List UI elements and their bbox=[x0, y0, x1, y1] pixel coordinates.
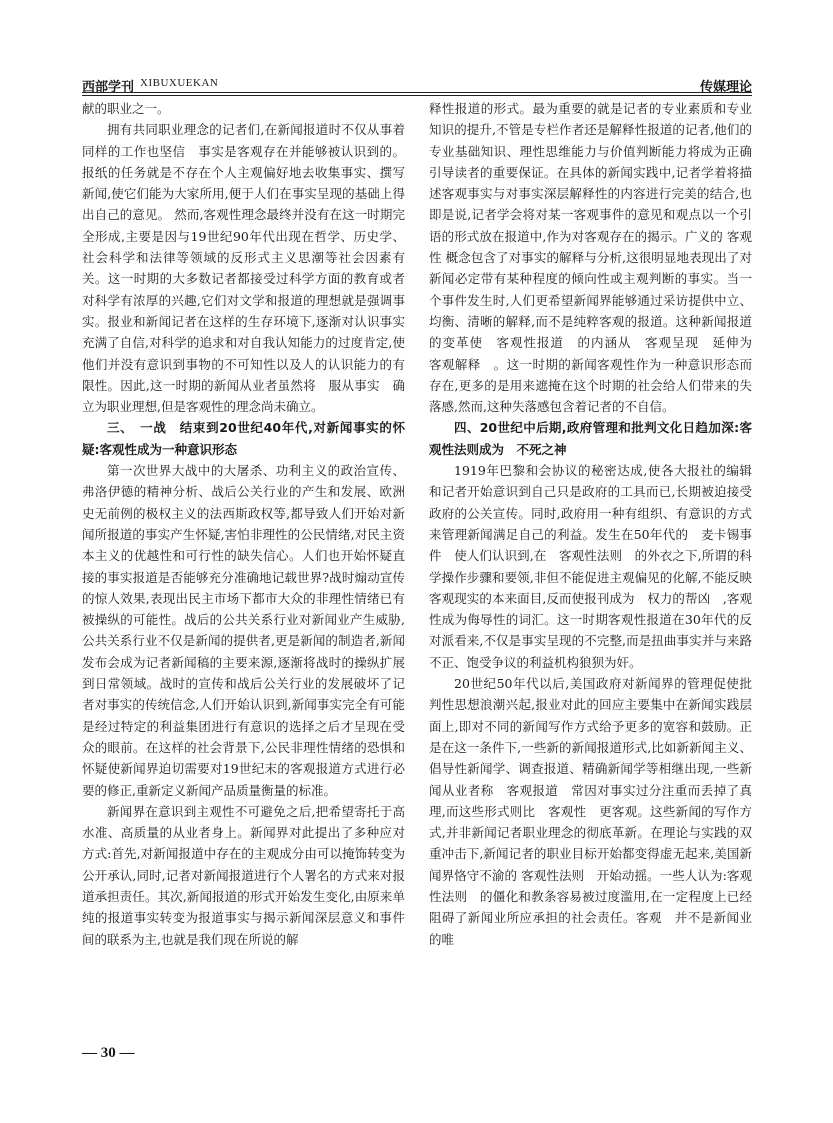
body-paragraph: 1919年巴黎和会协议的秘密达成,使各大报社的编辑和记者开始意识到自己只是政府的工具而已,长期被迫接受政府的公关宣传。同时,政府用一种有组织、有意识的方式来管理新闻满足自己的利益。发生在50年代的 麦卡锡事件 使人们认识到,在 客观性法则 的外衣之下,所谓的科学操作步骤和要领,非但不能促进主观偏见的化解,不能反映客观现实的本来面目,反而使报刊成为 权力的帮凶 ,客观性成为侮辱性的词汇。这一时期客观性报道在30年代的反对派看来,不仅是事实呈现的不完整,而是扭曲事实并与来路不正、饱受争议的利益机构狼狈为奸。 bbox=[429, 463, 752, 670]
body-paragraph: 20世纪50年代以后,美国政府对新闻界的管理促使批判性思想浪潮兴起,报业对此的回应主要集中在新闻实践层面上,即对不同的新闻写作方式给予更多的宽容和鼓励。正是在这一条件下,一些新的新闻报道形式,比如新新闻主义、倡导性新闻学、调查报道、精确新闻学等相继出现,一些新闻从业者称 客观报道 常因对事实过分注重而丢掉了真理,而这些形式则比 客观性 更客观。这些新闻的写作方式,并非新闻记者职业理念的彻底革新。在理论与实践的双重冲击下,新闻记者的职业目标开始都变得虚无起来,美国新闻界恪守不渝的 客观性法则 开始动摇。一些人认为:客观性法则 的僵化和教条容易被过度滥用,在一定程度上已经阻碍了新闻业所应承担的社会责任。客观 并不是新闻业的唯 bbox=[429, 676, 752, 947]
header-rule-bottom bbox=[82, 95, 752, 96]
body-paragraph: 献的职业之一。 bbox=[82, 101, 170, 116]
journal-title: 西部学刊 bbox=[82, 80, 135, 95]
body-paragraph: 新闻界在意识到主观性不可避免之后,把希望寄托于高水准、高质量的从业者身上。新闻界对此提出了多种应对方式:首先,对新闻报道中存在的主观成分由可以掩饰转变为公开承认,同时,记者对新闻报道进行个人署名的方式来对报道承担责任。其次,新闻报道的形式开始发生变化,由原来单纯的报道事实转变为报道事实与揭示新闻深层意义和事件间的联系为主,也就是我们现在所说的解 bbox=[82, 803, 405, 947]
section-heading: 四、20世纪中后期,政府管理和批判文化日趋加深:客观性法则成为 不死之神 bbox=[429, 420, 752, 457]
left-column bbox=[82, 98, 405, 1003]
journal-title-latin: XIBUXUEKAN bbox=[140, 77, 219, 89]
running-header bbox=[82, 76, 752, 95]
page-number: — 30 — bbox=[82, 1045, 135, 1061]
section-title: 传媒理论 bbox=[699, 80, 752, 95]
right-column bbox=[429, 98, 765, 1003]
header-rule-top bbox=[82, 92, 752, 93]
body-paragraph: 第一次世界大战中的大屠杀、功利主义的政治宣传、弗洛伊德的精神分析、战后公关行业的产生和发展、欧洲史无前例的极权主义的法西斯政权等,都导致人们开始对新闻所报道的事实产生怀疑,害怕非理性的公民情绪,对民主资本主义的优越性和可行性的缺失信心。人们也开始怀疑直接的事实报道是否能够充分准确地记载世界?战时煽动宣传的惊人效果,表现出民主市场下都市大众的非理性情绪已有被操纵的可能性。战后的公共关系行业对新闻业产生威胁,公共关系行业不仅是新闻的提供者,更是新闻的制造者,新闻发布会成为记者新闻稿的主要来源,逐渐将战时的操纵扩展到日常领域。战时的宣传和战后公关行业的发展破坏了记者对事实的传统信念,人们开始认识到,新闻事实完全有可能是经过特定的利益集团进行有意识的选择之后才呈现在受众的眼前。在这样的社会背景下,公民非理性情绪的恐惧和怀疑使新闻界迫切需要对19世纪末的客观报道方式进行必要的修正,重新定义新闻产品质量衡量的标准。 bbox=[82, 463, 405, 798]
section-heading: 三、 一战 结束到20世纪40年代,对新闻事实的怀疑:客观性成为一种意识形态 bbox=[82, 420, 405, 457]
body-paragraph: 释性报道的形式。最为重要的就是记者的专业素质和专业知识的提升,不管是专栏作者还是解释性报道的记者,他们的专业基础知识、理性思维能力与价值判断能力将成为正确引导读者的重要保证。在具体的新闻实践中,记者学着将描述客观事实与对事实深层解释性的内容进行完美的结合,也即是说,记者学会将对某一客观事件的意见和观点以一个引语的形式放在报道中,作为对客观存在的揭示。广义的 客观性 概念包含了对事实的解释与分析,这很明显地表现出了对新闻必定带有某种程度的倾向性或主观判断的事实。当一个事件发生时,人们更希望新闻界能够通过采访提供中立、均衡、清晰的解释,而不是纯粹客观的报道。这种新闻报道的变革使 客观性报道 的内涵从 客观呈现 延伸为 客观解释 。这一时期的新闻客观性作为一种意识形态而存在,更多的是用来遮掩在这个时期的社会给人们带来的失落感,然而,这种失落感包含着记者的不自信。 bbox=[429, 101, 765, 415]
body-paragraph: 拥有共同职业理念的记者们,在新闻报道时不仅从事着同样的工作也坚信 事实是客观存在并能够被认识到的。报纸的任务就是不存在个人主观偏好地去收集事实、撰写新闻,使它们能为大家所用,便于人们在事实呈现的基础上得出自己的意见。 然而,客观性理念最终并没有在这一时期完全形成,主要是因与19世纪90年代出现在哲学、历史学、社会科学和法律等领域的反形式主义思潮等社会因素有关。这一时期的大多数记者都接受过科学方面的教育或者对科学有浓厚的兴趣,它们对文学和报道的理想就是强调事实。报业和新闻记者在这样的生存环境下,逐渐对认识事实充满了自信,对科学的追求和对自我认知能力的过度肯定,使他们并没有意识到事物的不可知性以及人的认识能力的有限性。因此,这一时期的新闻从业者虽然将 服从事实 确立为职业理想,但是客观性的理念尚未确立。 bbox=[82, 122, 405, 415]
